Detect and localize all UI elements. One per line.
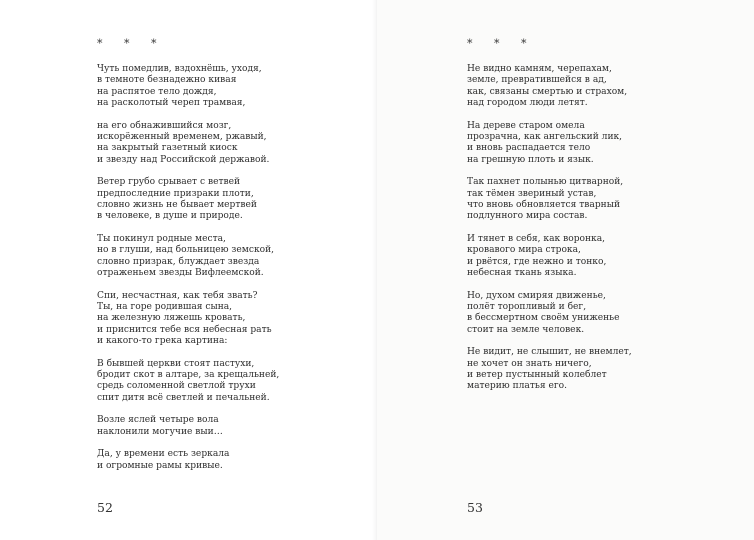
poem-line: наклонили могучие выи… <box>97 426 223 437</box>
poem <box>467 64 717 404</box>
poem-line: и вновь распадается тело <box>467 143 591 154</box>
poem-line: Ветер грубо срывает с ветвей <box>97 177 241 188</box>
poem-line: и ветер пустынный колеблет <box>467 370 607 381</box>
poem-line: Не видно камням, черепахам, <box>467 64 612 74</box>
stanza <box>467 234 717 279</box>
section-ornament: * * * <box>467 37 536 50</box>
poem-line: искорёженный временем, ржавый, <box>97 132 267 143</box>
poem-line: так тёмен звериный устав, <box>467 188 597 199</box>
poem-line: на грешную плоть и язык. <box>467 154 594 165</box>
poem-line: бродит скот в алтаре, за крещальней, <box>97 370 280 381</box>
poem-line: И тянет в себя, как воронка, <box>467 234 606 245</box>
poem-line: словно призрак, блуждает звезда <box>97 256 260 267</box>
poem-line: на закрытый газетный киоск <box>97 143 238 154</box>
poem-line: предпоследние призраки плоти, <box>97 188 254 199</box>
section-ornament: * * * <box>97 37 166 50</box>
poem-line: земле, превратившейся в ад, <box>467 75 607 86</box>
stanza <box>97 177 337 222</box>
poem-line: что вновь обновляется тварный <box>467 200 621 211</box>
poem-line: Ты покинул родные места, <box>97 234 226 245</box>
poem-line: на его обнажившийся мозг, <box>97 120 232 131</box>
page-number: 53 <box>467 500 483 515</box>
poem-line: и огромные рамы кривые. <box>97 460 223 471</box>
stanza <box>97 234 337 279</box>
stanza <box>467 121 717 166</box>
poem-line: и звезду над Российской державой. <box>97 154 270 165</box>
stanza <box>97 449 337 472</box>
poem-line: Не видит, не слышит, не внемлет, <box>467 347 632 358</box>
poem-line: в бессмертном своём униженье <box>467 313 620 324</box>
poem-line: кровавого мира строка, <box>467 245 581 256</box>
poem-line: словно жизнь не бывает мертвей <box>97 200 257 211</box>
poem-line: материю платья его. <box>467 381 567 392</box>
right-page <box>377 0 754 540</box>
poem-line: небесная ткань языка. <box>467 268 577 279</box>
stanza <box>467 347 717 392</box>
stanza <box>97 415 337 438</box>
poem-line: и приснится тебе вся небесная рать <box>97 324 272 335</box>
poem-line: Так пахнет полынью цитварной, <box>467 177 624 188</box>
poem-line: Чуть помедлив, вздохнёшь, уходя, <box>97 64 262 74</box>
poem-line: не хочет он знать ничего, <box>467 358 592 369</box>
stanza <box>467 64 717 109</box>
poem <box>97 64 337 483</box>
stanza <box>467 291 717 336</box>
poem-line: отраженьем звезды Вифлеемской. <box>97 268 264 279</box>
poem-line: Спи, несчастная, как тебя звать? <box>97 290 258 301</box>
stanza <box>97 121 337 166</box>
poem-line: Но, духом смиряя движенье, <box>467 290 606 301</box>
poem-line: полёт торопливый и бег, <box>467 302 587 313</box>
stanza <box>97 291 337 348</box>
poem-line: на железную ляжешь кровать, <box>97 313 246 324</box>
poem-line: в темноте безнадежно кивая <box>97 75 237 86</box>
poem-line: стоит на земле человек. <box>467 324 585 335</box>
poem-line: и какого-то грека картина: <box>97 336 228 347</box>
poem-line: подлунного мира состав. <box>467 211 588 222</box>
poem-line: В бывшей церкви стоят пастухи, <box>97 358 255 369</box>
poem-line: над городом люди летят. <box>467 98 588 109</box>
stanza <box>97 359 337 404</box>
poem-line: Да, у времени есть зеркала <box>97 449 230 460</box>
stanza <box>97 64 337 109</box>
poem-line: и рвётся, где нежно и тонко, <box>467 256 607 267</box>
poem-line: спит дитя всё светлей и печальней. <box>97 392 270 403</box>
poem-line: в человеке, в душе и природе. <box>97 211 243 222</box>
poem-line: средь соломенной светлой трухи <box>97 381 256 392</box>
poem-line: прозрачна, как ангельский лик, <box>467 132 623 143</box>
poem-line: Возле яслей четыре вола <box>97 415 219 426</box>
stanza <box>467 177 717 222</box>
poem-line: на расколотый череп трамвая, <box>97 98 246 109</box>
page-number: 52 <box>97 500 113 515</box>
poem-line: Ты, на горе родившая сына, <box>97 302 233 313</box>
poem-line: но в глуши, над больницею земской, <box>97 245 275 256</box>
poem-line: На дереве старом омела <box>467 120 585 131</box>
poem-line: на распятое тело дождя, <box>97 86 217 97</box>
poem-line: как, связаны смертью и страхом, <box>467 86 628 97</box>
